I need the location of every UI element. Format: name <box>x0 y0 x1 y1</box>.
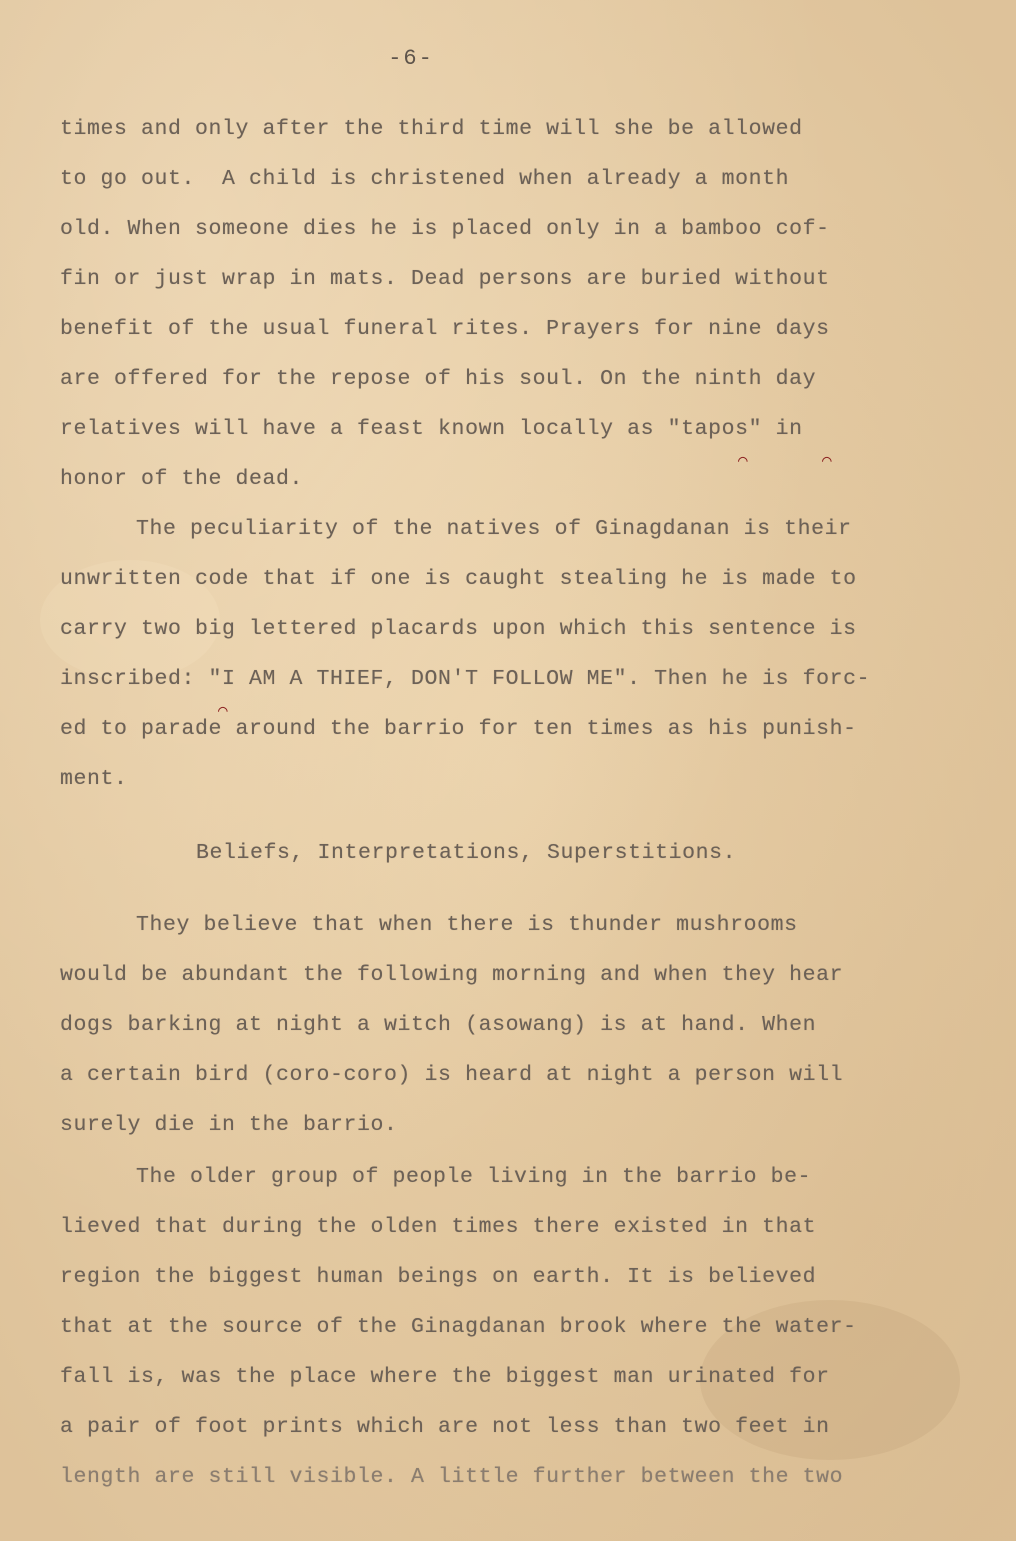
paragraph-beliefs <box>60 900 960 1150</box>
text-line: ment. <box>60 767 128 791</box>
text-line: carry two big lettered placards upon which this sentence is <box>60 617 857 641</box>
ink-mark: ⌒ <box>738 452 748 470</box>
text-line: a certain bird (coro-coro) is heard at night a person will <box>60 1063 844 1087</box>
text-line: times and only after the third time will she be allowed <box>60 117 803 141</box>
text-line: that at the source of the Ginagdanan brook where the water- <box>60 1315 857 1339</box>
ink-mark: ⌒ <box>218 702 228 720</box>
paragraph-customs-death <box>60 104 960 504</box>
paragraph-unwritten-code <box>60 504 960 804</box>
text-line: fall is, was the place where the biggest man urinated for <box>60 1365 830 1389</box>
text-line: a pair of foot prints which are not less than two feet in <box>60 1415 830 1439</box>
text-line: surely die in the barrio. <box>60 1113 398 1137</box>
text-line: region the biggest human beings on earth. It is believed <box>60 1265 817 1289</box>
text-line: honor of the dead. <box>60 467 304 491</box>
text-line: The older group of people living in the barrio be- <box>136 1165 812 1189</box>
text-line: dogs barking at night a witch (asowang) is at hand. When <box>60 1013 817 1037</box>
text-line: length are still visible. A little further between the two <box>60 1465 844 1489</box>
text-line: inscribed: "I AM A THIEF, DON'T FOLLOW ME". Then he is forc- <box>60 667 871 691</box>
text-line: unwritten code that if one is caught stealing he is made to <box>60 567 857 591</box>
text-line: The peculiarity of the natives of Ginagdanan is their <box>136 517 852 541</box>
section-heading: Beliefs, Interpretations, Superstitions. <box>196 841 737 865</box>
text-line: ed to parade around the barrio for ten times as his punish- <box>60 717 857 741</box>
text-line: lieved that during the olden times there existed in that <box>60 1215 817 1239</box>
text-line: are offered for the repose of his soul. On the ninth day <box>60 367 817 391</box>
page-number: -6- <box>388 46 434 71</box>
text-line: benefit of the usual funeral rites. Prayers for nine days <box>60 317 830 341</box>
ink-mark: ⌒ <box>822 452 832 470</box>
text-line: old. When someone dies he is placed only in a bamboo cof- <box>60 217 830 241</box>
text-line: to go out. A child is christened when already a month <box>60 167 790 191</box>
text-line: They believe that when there is thunder mushrooms <box>136 913 798 937</box>
text-line: relatives will have a feast known locally as "tapos" in <box>60 417 803 441</box>
text-line: fin or just wrap in mats. Dead persons are buried without <box>60 267 830 291</box>
paragraph-giants <box>60 1152 960 1502</box>
text-line: would be abundant the following morning and when they hear <box>60 963 844 987</box>
